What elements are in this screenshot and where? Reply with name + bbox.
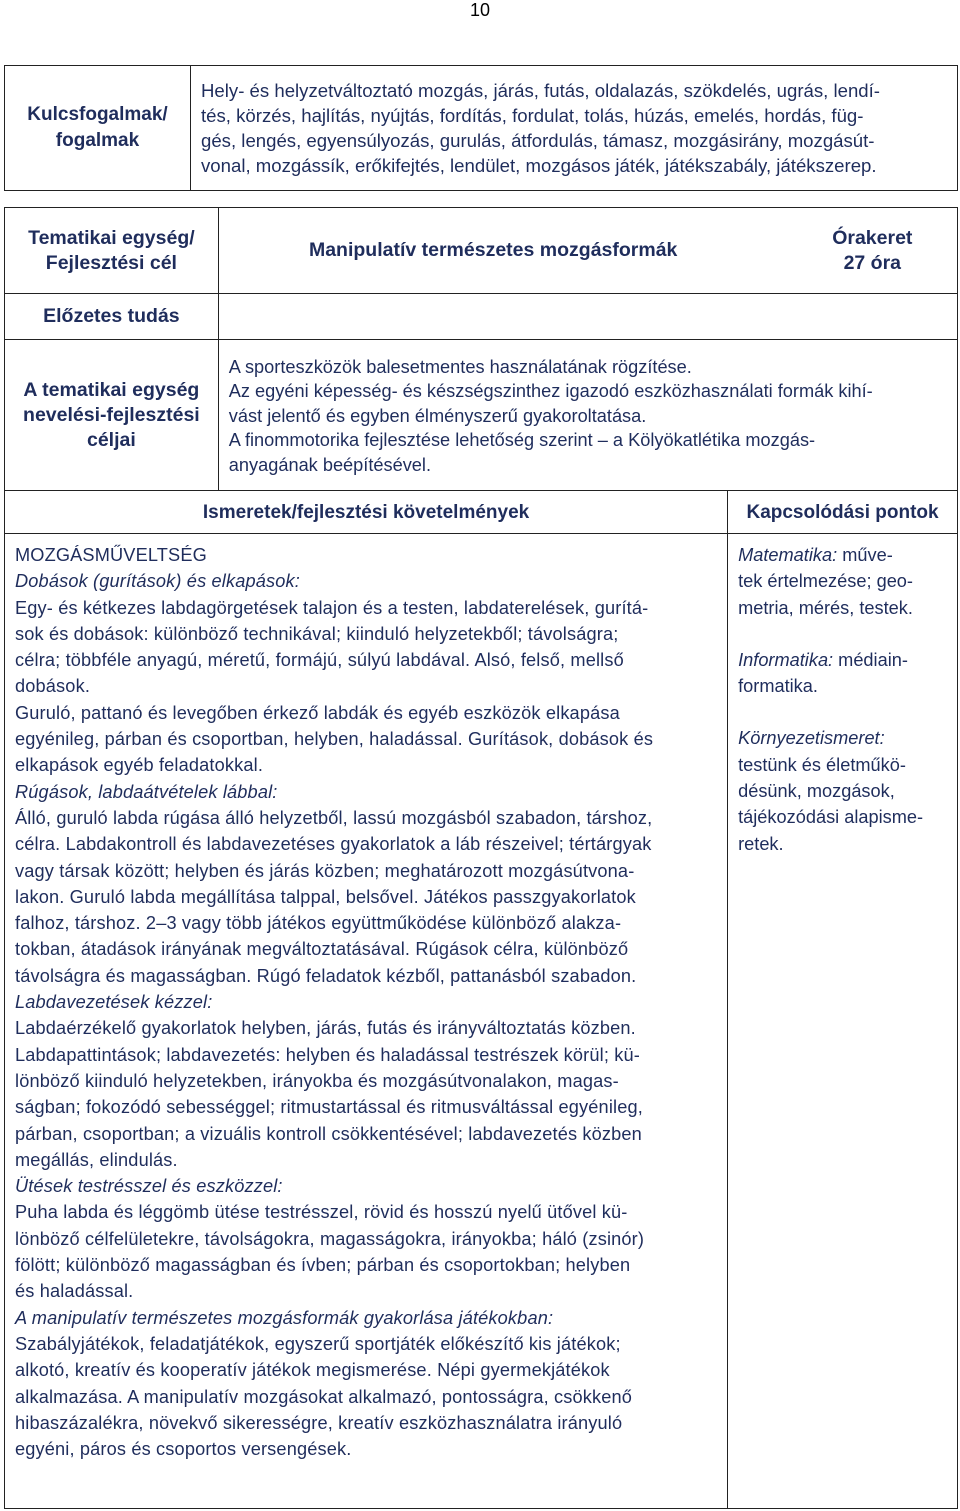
- key-concepts-line: gés, lengés, egyensúlyozás, gurulás, átfordulás, támasz, mozgásirány, mozgásút-: [201, 130, 875, 151]
- hours-label: Órakeret: [832, 226, 913, 249]
- requirements-line: párban, csoportban; a vizuális kontroll csökkentésével; labdavezetés közben: [15, 1123, 642, 1144]
- requirements-line: MOZGÁSMŰVELTSÉG: [15, 545, 207, 565]
- goals-label-line: nevelési-fejlesztési: [23, 403, 200, 426]
- requirements-line: dobások.: [15, 676, 91, 697]
- requirements-line: hibaszázalékra, növekvő sikerességre, kreatív eszközhasználatra irányuló: [15, 1412, 623, 1433]
- requirements-header: [5, 491, 728, 534]
- connection-line: [738, 725, 947, 751]
- unit-label-cell: [5, 208, 219, 294]
- goals-line: anyagának beépítésével.: [228, 454, 432, 475]
- connection-subject: Környezetismeret:: [738, 728, 885, 749]
- connection-line: [738, 647, 947, 673]
- requirements-line: megállás, elindulás.: [15, 1149, 178, 1170]
- connection-subject: Matematika:: [738, 545, 838, 565]
- connections-header-text: Kapcsolódási pontok: [746, 501, 939, 523]
- hours-cell: [728, 208, 958, 294]
- connection-block: [738, 647, 947, 700]
- requirements-line: lönböző célfelületekre, távolságokra, magasságokra, irányokba; háló (zsinór): [15, 1228, 645, 1249]
- requirements-subheading: Rúgások, labdaátvételek lábbal:: [15, 781, 278, 802]
- connection-line: testünk és életműkö-: [738, 754, 906, 775]
- connections-lines: [738, 542, 947, 857]
- requirements-subheading: Labdavezetések kézzel:: [15, 992, 213, 1013]
- requirements-line: alkalmazása. A manipulatív mozgásokat alkalmazó, pontosságra, csökkenő: [15, 1386, 633, 1407]
- key-concepts-line: Hely- és helyzetváltoztató mozgás, járás, futás, oldalazás, szökdelés, ugrás, lendí-: [201, 80, 880, 101]
- unit-table: [4, 207, 958, 1509]
- requirements-line: Guruló, pattanó és levegőben érkező labdák és egyéb eszközök elkapása: [15, 702, 620, 723]
- goals-label: [5, 340, 219, 491]
- requirements-subheading: Ütések testrésszel és eszközzel:: [15, 1176, 283, 1197]
- prior-knowledge-label-text: Előzetes tudás: [43, 305, 180, 327]
- requirements-line: falhoz, társhoz. 2–3 vagy több játékos együttműködése különböző alakza-: [15, 913, 622, 934]
- goals-line: Az egyéni képesség- és készségszinthez igazodó eszközhasználati formák kihí-: [228, 381, 873, 402]
- requirements-content: [5, 534, 728, 1509]
- key-concepts-text: [191, 66, 958, 191]
- requirements-line: sok és dobások: különböző technikával; kiinduló helyzetekből; távolságra;: [15, 623, 619, 644]
- connection-text: médiain-: [838, 649, 908, 670]
- connection-subject: Informatika:: [738, 649, 834, 670]
- connection-block: [738, 725, 947, 856]
- key-concepts-table: [4, 65, 958, 191]
- hours-value: 27 óra: [843, 251, 902, 274]
- requirements-line: egyénileg, párban és csoportban, helyben, haladással. Gurítások, dobások és: [15, 729, 654, 750]
- goals-line: A sporteszközök balesetmentes használatának rögzítése.: [228, 356, 692, 377]
- unit-title: [218, 208, 727, 294]
- requirements-line: egyéni, páros és csoportos versengések.: [15, 1439, 352, 1460]
- prior-knowledge-content: [218, 294, 957, 340]
- goals-line: vást jelentő és egyben élményszerű gyakoroltatása.: [228, 405, 647, 426]
- requirements-line: elkapások egyéb feladatokkal.: [15, 755, 264, 776]
- requirements-subheading: Dobások (gurítások) és elkapások:: [15, 571, 300, 592]
- connection-line: [738, 542, 947, 568]
- requirements-line: lakon. Guruló labda megállítása talppal, belsővel. Játékos passzgyakorlatok: [15, 886, 636, 907]
- goals-content: [218, 340, 957, 491]
- requirements-line: Puha labda és léggömb ütése testrésszel, rövid és hosszú nyelű ütővel kü-: [15, 1202, 628, 1223]
- requirements-line: fölött; különböző magasságban és ívben; párban és csoportokban; helyben: [15, 1255, 631, 1276]
- requirements-line: távolságra és magasságban. Rúgó feladatok kézből, pattanásból szabadon.: [15, 965, 637, 986]
- requirements-line: és haladással.: [15, 1281, 134, 1302]
- requirements-line: ságban; fokozódó sebességgel; ritmustartással és ritmusváltással egyénileg,: [15, 1097, 643, 1118]
- requirements-lines: [15, 542, 717, 1462]
- requirements-header-text: Ismeretek/fejlesztési követelmények: [202, 501, 530, 523]
- connection-line: formatika.: [738, 676, 818, 697]
- requirements-line: Egy- és kétkezes labdagörgetések talajon és a testen, labdaterelések, gurítá-: [15, 597, 649, 618]
- goals-label-line: céljai: [86, 428, 136, 451]
- requirements-line: tokban, átadások irányának megváltoztatásával. Rúgások célra, különböző: [15, 939, 629, 960]
- page-number: 10: [469, 0, 491, 20]
- connection-line: tek értelmezése; geo-: [738, 571, 913, 592]
- requirements-subheading: A manipulatív természetes mozgásformák gyakorlása játékokban:: [15, 1307, 554, 1328]
- connection-line: désünk, mozgások,: [738, 781, 895, 802]
- prior-knowledge-label: [5, 294, 219, 340]
- requirements-line: lönböző kiinduló helyzetekben, irányokba és mozgásútvonalakon, magas-: [15, 1070, 619, 1091]
- connection-line: metria, mérés, testek.: [738, 597, 913, 618]
- connections-content: [728, 534, 958, 1509]
- connections-header: [728, 491, 958, 534]
- goals-line: A finommotorika fejlesztése lehetőség szerint – a Kölyökatlétika mozgás-: [228, 430, 816, 451]
- connection-text: műve-: [842, 545, 893, 565]
- unit-label-line: Tematikai egység/: [28, 226, 195, 249]
- key-concepts-label: [5, 66, 191, 191]
- key-concepts-line: tés, körzés, hajlítás, nyújtás, fordítás, fordulat, tolás, húzás, emelés, hordás, füg-: [201, 105, 864, 126]
- connection-line: tájékozódási alapisme-: [738, 807, 924, 828]
- requirements-line: vagy társak között; helyben és járás közben; meghatározott mozgásútvona-: [15, 860, 635, 881]
- requirements-line: célra; többféle anyagú, méretű, formájú, súlyú labdával. Alsó, felső, mellső: [15, 650, 624, 671]
- connection-line: retek.: [738, 833, 784, 854]
- connection-block: [738, 542, 947, 621]
- requirements-line: Szabályjátékok, feladatjátékok, egyszerű sportjáték előkészítő kis játékok;: [15, 1333, 621, 1354]
- requirements-line: alkotó, kreatív és kooperatív játékok megismerése. Népi gyermekjátékok: [15, 1360, 610, 1381]
- key-concepts-line: vonal, mozgássík, erőkifejtés, lendület, mozgásos játék, játékszabály, játékszerep.: [201, 155, 877, 176]
- requirements-line: Álló, guruló labda rúgása álló helyzetből, lassú mozgásból szabadon, társhoz,: [15, 807, 653, 828]
- key-concepts-label-text: Kulcsfogalmak/ fogalmak: [27, 104, 168, 151]
- requirements-line: Labdapattintások; labdavezetés: helyben és haladással testrészek körül; kü-: [15, 1044, 640, 1065]
- unit-title-text: Manipulatív természetes mozgásformák: [308, 239, 678, 261]
- goals-label-line: A tematikai egység: [23, 378, 200, 401]
- requirements-line: célra. Labdakontroll és labdavezetéses gyakorlatok a láb részeivel; tértárgyak: [15, 834, 652, 855]
- unit-label-line: Fejlesztési cél: [45, 251, 177, 274]
- requirements-line: Labdaérzékelő gyakorlatok helyben, járás, futás és irányváltoztatás közben.: [15, 1018, 636, 1039]
